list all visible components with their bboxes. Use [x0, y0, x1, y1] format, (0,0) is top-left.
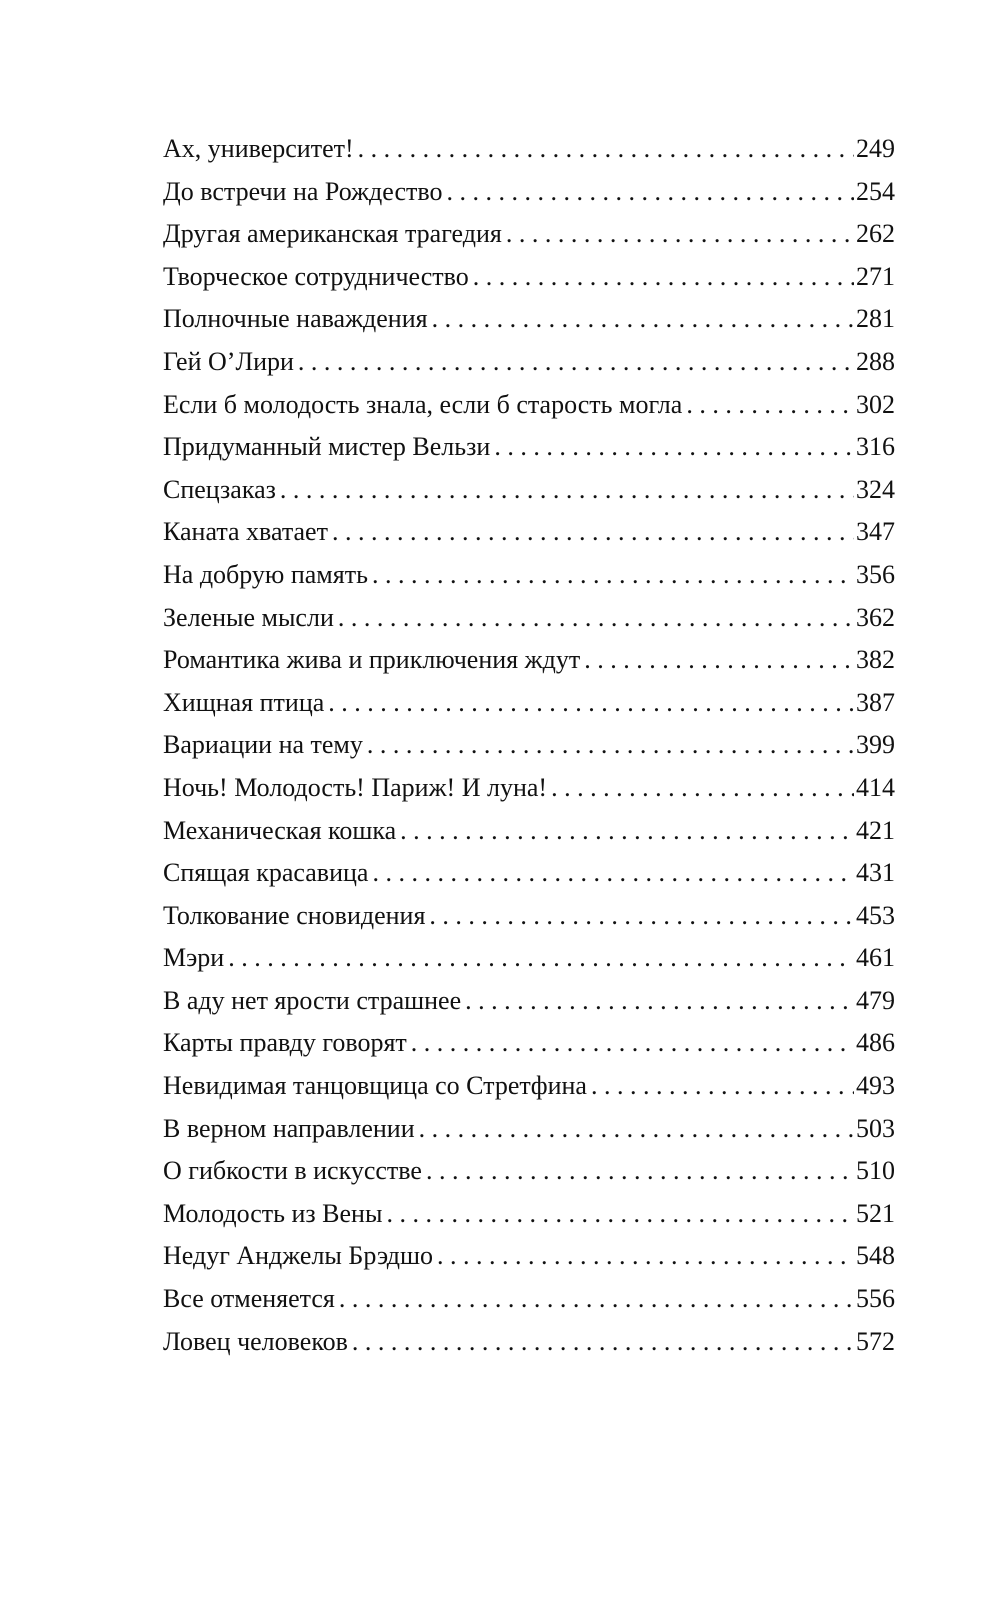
toc-entry [163, 1108, 895, 1151]
toc-entry-title: Недуг Анджелы Брэдшо [163, 1241, 434, 1271]
toc-entry [163, 1235, 895, 1278]
toc-entry-page: 431 [856, 858, 895, 888]
toc-dot-leader [591, 1065, 854, 1108]
toc-dot-leader [429, 895, 854, 938]
toc-entry [163, 767, 895, 810]
toc-dot-leader [686, 384, 854, 427]
toc-dot-leader [551, 767, 854, 810]
toc-dot-leader [339, 1278, 854, 1321]
toc-entry-title: До встречи на Рождество [163, 176, 443, 206]
toc-dot-leader [358, 128, 854, 171]
toc-entry-title: В верном направлении [163, 1113, 415, 1143]
toc-entry-page: 362 [856, 602, 895, 632]
toc-entry-page: 288 [856, 346, 895, 376]
toc-entry-title: Мэри [163, 943, 225, 973]
toc-entry-page: 387 [856, 687, 895, 717]
toc-entry [163, 554, 895, 597]
toc-entry-title: Ловец человеков [163, 1326, 348, 1356]
toc-entry [163, 639, 895, 682]
toc-dot-leader [352, 1321, 854, 1364]
toc-dot-leader [400, 810, 854, 853]
toc-entry-page: 486 [856, 1028, 895, 1058]
toc-dot-leader [426, 1150, 854, 1193]
toc-entry-title: Все отменяется [163, 1284, 335, 1314]
toc-entry-title: О гибкости в искусстве [163, 1156, 422, 1186]
toc-dot-leader [446, 171, 854, 214]
toc-entry-page: 324 [856, 474, 895, 504]
toc-entry-page: 414 [856, 772, 895, 802]
toc-dot-leader [494, 426, 854, 469]
toc-dot-leader [372, 554, 854, 597]
toc-entry-title: Романтика жива и приключения ждут [163, 645, 581, 675]
toc-entry [163, 1022, 895, 1065]
toc-entry [163, 895, 895, 938]
toc-entry-title: Ночь! Молодость! Париж! И луна! [163, 772, 548, 802]
toc-entry [163, 852, 895, 895]
toc-entry-title: Невидимая танцовщица со Стретфина [163, 1071, 587, 1101]
toc-entry-title: Хищная птица [163, 687, 325, 717]
toc-entry-page: 382 [856, 645, 895, 675]
toc-entry-title: Зеленые мысли [163, 602, 334, 632]
toc-entry-title: Вариации на тему [163, 730, 363, 760]
toc-entry-title: Гей О’Лири [163, 346, 294, 376]
toc-dot-leader [411, 1022, 854, 1065]
toc-entry [163, 724, 895, 767]
toc-entry [163, 171, 895, 214]
toc-entry [163, 298, 895, 341]
toc-dot-leader [228, 937, 854, 980]
toc-dot-leader [386, 1193, 854, 1236]
table-of-contents [163, 128, 895, 1363]
toc-entry [163, 810, 895, 853]
toc-entry-title: На добрую память [163, 559, 368, 589]
toc-entry [163, 256, 895, 299]
toc-entry-title: Ах, университет! [163, 134, 354, 163]
toc-entry-page: 493 [856, 1071, 895, 1101]
toc-entry-page: 453 [856, 900, 895, 930]
toc-dot-leader [280, 469, 854, 512]
toc-entry-page: 249 [856, 134, 895, 163]
toc-entry-page: 399 [856, 730, 895, 760]
toc-entry-page: 572 [856, 1326, 895, 1356]
toc-entry [163, 341, 895, 384]
toc-entry-page: 503 [856, 1113, 895, 1143]
toc-entry-title: Полночные наваждения [163, 304, 428, 334]
toc-entry-page: 302 [856, 389, 895, 419]
toc-entry-title: Карты правду говорят [163, 1028, 407, 1058]
toc-entry [163, 597, 895, 640]
toc-entry-page: 510 [856, 1156, 895, 1186]
toc-entry-page: 316 [856, 432, 895, 462]
toc-entry [163, 980, 895, 1023]
toc-dot-leader [432, 298, 854, 341]
toc-dot-leader [328, 682, 854, 725]
toc-entry [163, 384, 895, 427]
toc-dot-leader [372, 852, 854, 895]
toc-dot-leader [367, 724, 854, 767]
toc-entry-page: 461 [856, 943, 895, 973]
toc-entry-page: 271 [856, 261, 895, 291]
toc-entry-title: Молодость из Вены [163, 1198, 383, 1228]
toc-entry-page: 347 [856, 517, 895, 547]
toc-entry-title: Механическая кошка [163, 815, 397, 845]
toc-dot-leader [298, 341, 854, 384]
toc-dot-leader [465, 980, 854, 1023]
toc-entry [163, 511, 895, 554]
toc-entry [163, 1150, 895, 1193]
toc-entry [163, 1321, 895, 1364]
toc-entry-title: В аду нет ярости страшнее [163, 985, 462, 1015]
toc-entry [163, 937, 895, 980]
toc-entry [163, 1278, 895, 1321]
toc-entry-page: 479 [856, 985, 895, 1015]
toc-dot-leader [338, 597, 854, 640]
toc-entry-page: 556 [856, 1284, 895, 1314]
toc-entry-page: 548 [856, 1241, 895, 1271]
toc-entry-title: Если б молодость знала, если б старость могла [163, 389, 683, 419]
toc-dot-leader [506, 213, 854, 256]
toc-entry-page: 421 [856, 815, 895, 845]
toc-entry-title: Творческое сотрудничество [163, 261, 469, 291]
toc-entry-title: Другая американская трагедия [163, 219, 502, 249]
toc-dot-leader [437, 1235, 854, 1278]
toc-dot-leader [584, 639, 854, 682]
toc-entry [163, 469, 895, 512]
toc-dot-leader [473, 256, 854, 299]
toc-entry [163, 1065, 895, 1108]
toc-entry [163, 128, 895, 171]
toc-entry [163, 426, 895, 469]
toc-entry-title: Каната хватает [163, 517, 328, 547]
toc-entry-page: 521 [856, 1198, 895, 1228]
toc-entry-title: Спящая красавица [163, 858, 369, 888]
toc-entry [163, 682, 895, 725]
toc-entry [163, 213, 895, 256]
toc-dot-leader [419, 1108, 854, 1151]
toc-entry-title: Толкование сновидения [163, 900, 426, 930]
toc-entry-title: Придуманный мистер Вельзи [163, 432, 491, 462]
toc-entry [163, 1193, 895, 1236]
toc-dot-leader [332, 511, 854, 554]
toc-entry-title: Спецзаказ [163, 474, 276, 504]
toc-entry-page: 356 [856, 559, 895, 589]
toc-entry-page: 254 [856, 176, 895, 206]
toc-entry-page: 281 [856, 304, 895, 334]
toc-entry-page: 262 [856, 219, 895, 249]
